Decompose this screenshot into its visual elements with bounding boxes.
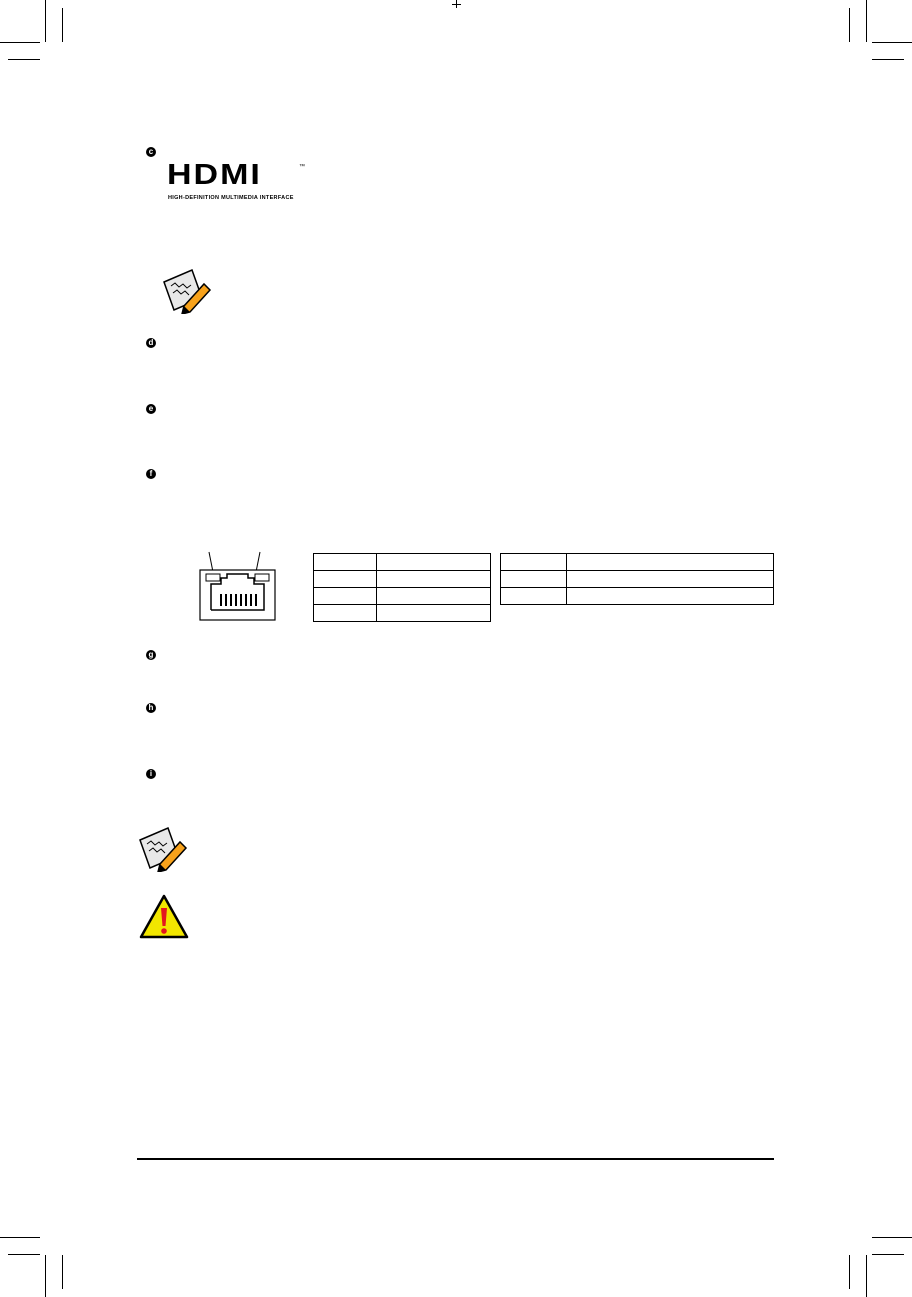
bullet-h: h <box>146 703 156 713</box>
crop-mark <box>872 1254 904 1255</box>
crop-mark <box>849 1255 850 1289</box>
note-pencil-icon <box>162 268 212 314</box>
bullet-i: i <box>146 769 156 779</box>
crop-mark <box>8 1254 40 1255</box>
crop-mark <box>62 1255 63 1289</box>
crop-mark <box>45 1255 46 1297</box>
table-cell <box>501 554 567 571</box>
crop-mark <box>872 1237 912 1238</box>
table-cell <box>567 571 774 588</box>
table-row <box>314 571 491 588</box>
bullet-d: d <box>146 338 156 348</box>
table-row <box>314 588 491 605</box>
table-row <box>501 571 774 588</box>
table-cell <box>314 588 377 605</box>
table-cell <box>377 588 491 605</box>
crop-mark <box>452 4 461 5</box>
warning-triangle-icon <box>138 893 190 940</box>
hdmi-wordmark: HDMI <box>167 158 262 191</box>
table-cell <box>377 571 491 588</box>
table-cell <box>314 605 377 622</box>
table-cell <box>567 554 774 571</box>
bullet-e: e <box>146 404 156 414</box>
rj45-lan-port-icon <box>198 550 278 622</box>
bullet-c: c <box>146 147 156 157</box>
table-cell <box>377 605 491 622</box>
table-cell <box>567 588 774 605</box>
crop-mark <box>866 1255 867 1297</box>
table-cell <box>501 571 567 588</box>
footer-rule <box>137 1158 774 1160</box>
table-row <box>501 554 774 571</box>
table-cell <box>314 571 377 588</box>
bullet-f: f <box>146 469 156 479</box>
table-cell <box>314 554 377 571</box>
table-row <box>314 605 491 622</box>
crop-mark <box>45 0 46 42</box>
bullet-g: g <box>146 650 156 660</box>
table-cell <box>377 554 491 571</box>
crop-mark <box>849 8 850 42</box>
hdmi-trademark: ™ <box>299 164 305 170</box>
lan-led-table-right <box>500 553 774 605</box>
crop-mark <box>0 1237 40 1238</box>
crop-mark <box>866 0 867 42</box>
note-pencil-icon <box>138 826 188 872</box>
crop-mark <box>872 59 904 60</box>
crop-mark <box>62 8 63 42</box>
table-row <box>314 554 491 571</box>
table-cell <box>501 588 567 605</box>
crop-mark <box>0 42 40 43</box>
hdmi-tagline: HIGH-DEFINITION MULTIMEDIA INTERFACE <box>168 195 294 201</box>
crop-mark <box>872 42 912 43</box>
lan-led-table-left <box>313 553 491 622</box>
table-row <box>501 588 774 605</box>
crop-mark <box>8 59 40 60</box>
